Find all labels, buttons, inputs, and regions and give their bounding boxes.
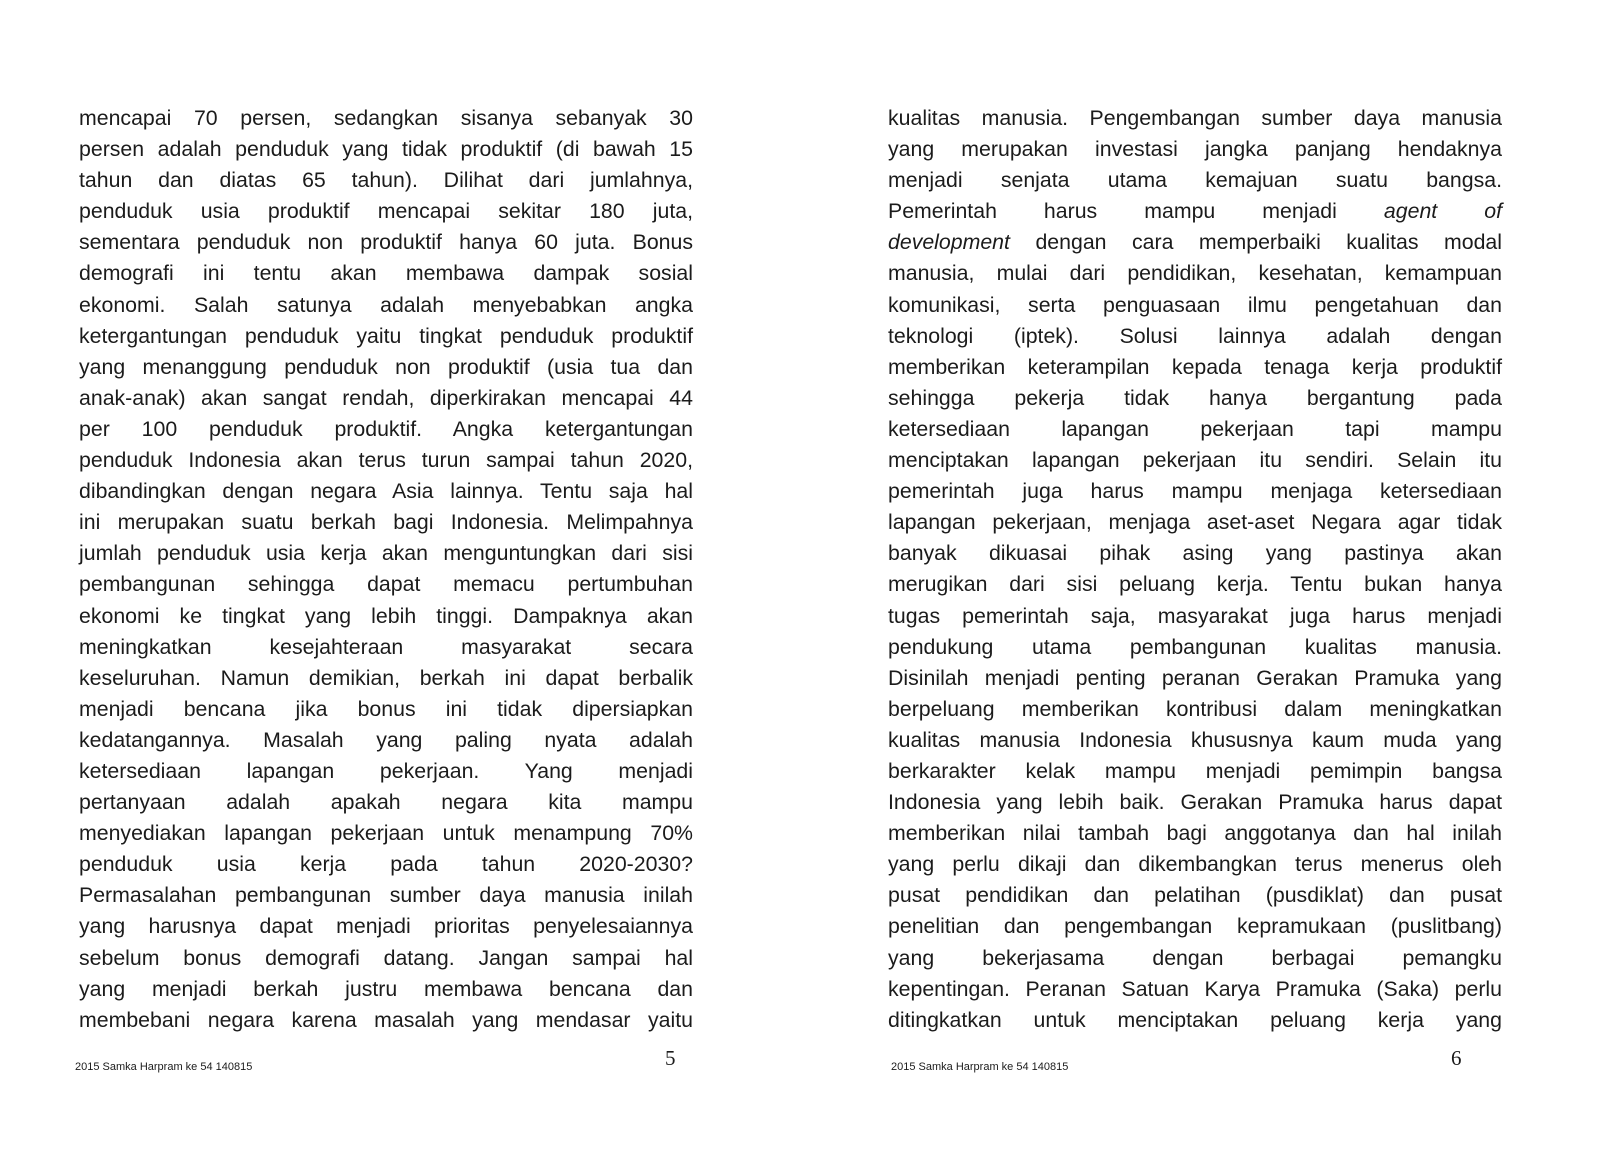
text-line: pembangunan sehingga dapat memacu pertumbuhan xyxy=(79,572,693,597)
italic-phrase-development: development xyxy=(888,230,1010,255)
text-line: berkarakter kelak mampu menjadi pemimpin bangsa xyxy=(888,758,1502,783)
text-line: mencapai 70 persen, sedangkan sisanya sebanyak 30 xyxy=(79,106,693,130)
text-line: merugikan dari sisi peluang kerja. Tentu bukan hanya xyxy=(888,572,1502,597)
text-line: menjadi senjata utama kemajuan suatu bangsa. xyxy=(888,168,1502,193)
text-segment: Pemerintah harus mampu menjadi xyxy=(888,199,1337,224)
text-line: yang bekerjasama dengan berbagai pemangku xyxy=(888,945,1502,970)
text-line: kedatangannya. Masalah yang paling nyata adalah xyxy=(79,727,693,752)
left-page-footer: 2015 Samka Harpram ke 54 140815 xyxy=(75,1061,253,1073)
text-line: Indonesia yang lebih baik. Gerakan Pramuka harus dapat xyxy=(888,790,1502,815)
text-line: penduduk usia kerja pada tahun 2020-2030? xyxy=(79,852,693,877)
text-line: komunikasi, serta penguasaan ilmu pengetahuan dan xyxy=(888,292,1502,317)
text-line: menjadi bencana jika bonus ini tidak dipersiapkan xyxy=(79,696,693,721)
left-page-number: 5 xyxy=(665,1046,676,1070)
text-line: Disinilah menjadi penting peranan Gerakan Pramuka yang xyxy=(888,665,1502,690)
text-line: memberikan nilai tambah bagi anggotanya dan hal inilah xyxy=(888,821,1502,846)
text-line: manusia, mulai dari pendidikan, kesehatan, kemampuan xyxy=(888,261,1502,286)
text-line: ditingkatkan untuk menciptakan peluang kerja yang xyxy=(888,1007,1502,1032)
right-page-footer: 2015 Samka Harpram ke 54 140815 xyxy=(891,1061,1069,1073)
text-line: ketergantungan penduduk yaitu tingkat penduduk produktif xyxy=(79,323,693,348)
text-line: demografi ini tentu akan membawa dampak sosial xyxy=(79,261,693,286)
text-line: kualitas manusia. Pengembangan sumber daya manusia xyxy=(888,106,1502,130)
text-line: kualitas manusia Indonesia khususnya kaum muda yang xyxy=(888,727,1502,752)
text-line: ketersediaan lapangan pekerjaan. Yang menjadi xyxy=(79,758,693,783)
text-line: yang perlu dikaji dan dikembangkan terus menerus oleh xyxy=(888,852,1502,877)
left-page-body xyxy=(79,103,693,1036)
text-line: yang merupakan investasi jangka panjang hendaknya xyxy=(888,137,1502,162)
text-line: ketersediaan lapangan pekerjaan tapi mampu xyxy=(888,416,1502,441)
text-segment: dengan cara memperbaiki kualitas modal xyxy=(1035,230,1502,255)
text-line: penduduk Indonesia akan terus turun sampai tahun 2020, xyxy=(79,448,693,473)
text-line: keseluruhan. Namun demikian, berkah ini dapat berbalik xyxy=(79,665,693,690)
text-line: berpeluang memberikan kontribusi dalam meningkatkan xyxy=(888,696,1502,721)
text-line: ekonomi ke tingkat yang lebih tinggi. Dampaknya akan xyxy=(79,603,693,628)
text-line: Permasalahan pembangunan sumber daya manusia inilah xyxy=(79,883,693,908)
text-line: memberikan keterampilan kepada tenaga kerja produktif xyxy=(888,354,1502,379)
text-line-with-italic xyxy=(888,196,1502,227)
text-line: pemerintah juga harus mampu menjaga ketersediaan xyxy=(888,479,1502,504)
text-line: yang menanggung penduduk non produktif (usia tua dan xyxy=(79,354,693,379)
text-line: kepentingan. Peranan Satuan Karya Pramuka (Saka) perlu xyxy=(888,976,1502,1001)
text-line: sementara penduduk non produktif hanya 60 juta. Bonus xyxy=(79,230,693,255)
text-line: per 100 penduduk produktif. Angka ketergantungan xyxy=(79,416,693,441)
text-line: teknologi (iptek). Solusi lainnya adalah dengan xyxy=(888,323,1502,348)
text-line: penduduk usia produktif mencapai sekitar 180 juta, xyxy=(79,199,693,224)
right-page-number: 6 xyxy=(1451,1046,1462,1070)
right-page-body xyxy=(888,103,1502,1036)
text-line: dibandingkan dengan negara Asia lainnya. Tentu saja hal xyxy=(79,479,693,504)
text-line: jumlah penduduk usia kerja akan menguntungkan dari sisi xyxy=(79,541,693,566)
text-line: tugas pemerintah saja, masyarakat juga harus menjadi xyxy=(888,603,1502,628)
text-line: ini merupakan suatu berkah bagi Indonesia. Melimpahnya xyxy=(79,510,693,535)
text-line: tahun dan diatas 65 tahun). Dilihat dari jumlahnya, xyxy=(79,168,693,193)
text-line: menciptakan lapangan pekerjaan itu sendiri. Selain itu xyxy=(888,448,1502,473)
text-line-with-italic xyxy=(888,227,1502,258)
text-line: persen adalah penduduk yang tidak produktif (di bawah 15 xyxy=(79,137,693,162)
text-line: sebelum bonus demografi datang. Jangan sampai hal xyxy=(79,945,693,970)
text-line: menyediakan lapangan pekerjaan untuk menampung 70% xyxy=(79,821,693,846)
right-page xyxy=(800,0,1600,1170)
text-line: membebani negara karena masalah yang mendasar yaitu xyxy=(79,1007,693,1032)
text-line: pusat pendidikan dan pelatihan (pusdiklat) dan pusat xyxy=(888,883,1502,908)
text-line: pendukung utama pembangunan kualitas manusia. xyxy=(888,634,1502,659)
italic-phrase-agent-of: agent of xyxy=(1383,199,1502,224)
text-line: banyak dikuasai pihak asing yang pastinya akan xyxy=(888,541,1502,566)
text-line: meningkatkan kesejahteraan masyarakat secara xyxy=(79,634,693,659)
text-line: yang harusnya dapat menjadi prioritas penyelesaiannya xyxy=(79,914,693,939)
text-line: sehingga pekerja tidak hanya bergantung pada xyxy=(888,385,1502,410)
text-line: penelitian dan pengembangan kepramukaan (puslitbang) xyxy=(888,914,1502,939)
text-line: pertanyaan adalah apakah negara kita mampu xyxy=(79,790,693,815)
text-line: anak-anak) akan sangat rendah, diperkirakan mencapai 44 xyxy=(79,385,693,410)
text-line: ekonomi. Salah satunya adalah menyebabkan angka xyxy=(79,292,693,317)
text-line: yang menjadi berkah justru membawa bencana dan xyxy=(79,976,693,1001)
text-line: lapangan pekerjaan, menjaga aset-aset Negara agar tidak xyxy=(888,510,1502,535)
